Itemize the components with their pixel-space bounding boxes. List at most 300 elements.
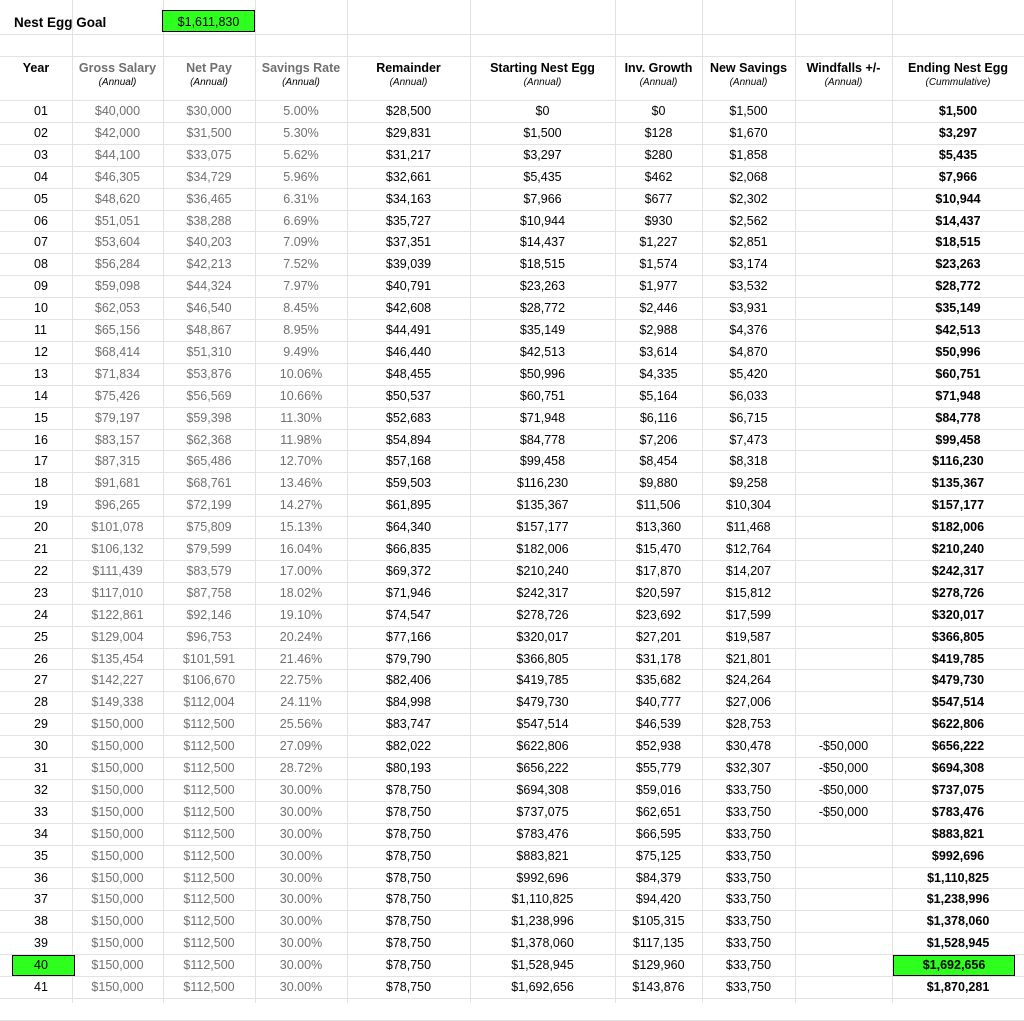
cell-remainder[interactable]: $84,998 [385,695,432,709]
cell-savings-rate[interactable]: 19.10% [279,608,323,622]
cell-inv-growth[interactable]: $2,988 [639,323,678,337]
cell-starting-nest-egg[interactable]: $28,772 [519,301,566,315]
cell-starting-nest-egg[interactable]: $1,238,996 [511,914,574,928]
cell-windfalls[interactable] [795,385,892,407]
header-savings-rate[interactable] [255,60,347,90]
cell-windfalls[interactable] [795,691,892,713]
cell-ending-nest-egg[interactable]: $210,240 [931,542,985,556]
cell-inv-growth[interactable]: $5,164 [639,389,678,403]
cell-windfalls[interactable] [795,823,892,845]
cell-new-savings[interactable]: $7,473 [729,433,768,447]
cell-gross-salary[interactable]: $150,000 [91,980,144,994]
cell-inv-growth[interactable]: $117,135 [632,936,685,950]
cell-inv-growth[interactable]: $128 [644,126,673,140]
cell-savings-rate[interactable]: 11.98% [280,433,322,447]
cell-starting-nest-egg[interactable]: $656,222 [516,761,569,775]
cell-new-savings[interactable]: $1,670 [729,126,768,140]
cell-remainder[interactable]: $32,661 [385,170,432,184]
cell-year[interactable]: 03 [34,148,48,162]
cell-gross-salary[interactable]: $150,000 [91,783,144,797]
cell-net-pay[interactable]: $112,500 [183,783,235,797]
cell-savings-rate[interactable]: 12.70% [279,454,323,468]
cell-ending-nest-egg[interactable]: $84,778 [935,411,981,425]
cell-inv-growth[interactable]: $23,692 [635,608,682,622]
cell-remainder[interactable]: $78,750 [385,936,432,950]
cell-net-pay[interactable]: $30,000 [186,104,232,118]
cell-windfalls[interactable] [795,954,892,976]
cell-net-pay[interactable]: $112,500 [183,761,235,775]
cell-gross-salary[interactable]: $149,338 [91,695,144,709]
cell-ending-nest-egg[interactable]: $182,006 [931,520,985,534]
cell-new-savings[interactable]: $32,307 [725,761,772,775]
cell-new-savings[interactable]: $10,304 [725,498,772,512]
cell-starting-nest-egg[interactable]: $1,378,060 [511,936,574,950]
cell-savings-rate[interactable]: 30.00% [279,958,323,972]
cell-windfalls[interactable] [795,604,892,626]
cell-remainder[interactable]: $78,750 [385,892,432,906]
cell-year[interactable]: 13 [34,367,48,381]
cell-savings-rate[interactable]: 30.00% [279,936,323,950]
cell-ending-nest-egg[interactable]: $242,317 [931,564,985,578]
cell-net-pay[interactable]: $53,876 [186,367,232,381]
cell-ending-nest-egg[interactable]: $1,238,996 [926,892,990,906]
cell-inv-growth[interactable]: $52,938 [635,739,682,753]
cell-windfalls[interactable] [795,297,892,319]
cell-gross-salary[interactable]: $96,265 [94,498,141,512]
cell-remainder[interactable]: $78,750 [385,805,432,819]
cell-windfalls[interactable] [795,888,892,910]
cell-savings-rate[interactable]: 5.62% [283,148,319,162]
cell-starting-nest-egg[interactable]: $1,500 [523,126,562,140]
cell-new-savings[interactable]: $3,174 [729,257,768,271]
cell-new-savings[interactable]: $1,500 [729,104,768,118]
cell-remainder[interactable]: $78,750 [385,914,432,928]
cell-gross-salary[interactable]: $106,132 [91,542,144,556]
cell-remainder[interactable]: $50,537 [385,389,432,403]
cell-starting-nest-egg[interactable]: $50,996 [519,367,566,381]
cell-gross-salary[interactable]: $135,454 [91,652,144,666]
cell-savings-rate[interactable]: 13.46% [279,476,323,490]
cell-inv-growth[interactable]: $6,116 [639,411,678,425]
cell-inv-growth[interactable]: $75,125 [635,849,682,863]
cell-year[interactable]: 08 [34,257,48,271]
cell-inv-growth[interactable]: $1,977 [639,279,678,293]
cell-year[interactable]: 15 [34,411,48,425]
cell-net-pay[interactable]: $106,670 [182,673,236,687]
cell-windfalls[interactable] [795,144,892,166]
cell-inv-growth[interactable]: $0 [651,104,666,118]
cell-remainder[interactable]: $80,193 [385,761,432,775]
cell-new-savings[interactable]: $17,599 [725,608,772,622]
cell-ending-nest-egg[interactable]: $656,222 [931,739,985,753]
cell-ending-nest-egg[interactable]: $3,297 [938,126,978,140]
cell-ending-nest-egg[interactable]: $992,696 [931,849,985,863]
cell-new-savings[interactable]: $33,750 [725,871,772,885]
cell-net-pay[interactable]: $62,368 [186,433,232,447]
cell-ending-nest-egg[interactable]: $71,948 [935,389,981,403]
cell-ending-nest-egg[interactable]: $622,806 [931,717,985,731]
cell-remainder[interactable]: $78,750 [385,827,432,841]
cell-gross-salary[interactable]: $101,078 [91,520,144,534]
cell-new-savings[interactable]: $2,851 [729,235,768,249]
cell-windfalls[interactable] [795,845,892,867]
cell-gross-salary[interactable]: $150,000 [91,871,144,885]
header-year[interactable] [0,60,72,76]
cell-gross-salary[interactable]: $56,284 [94,257,141,271]
cell-remainder[interactable]: $37,351 [385,235,432,249]
cell-starting-nest-egg[interactable]: $210,240 [516,564,569,578]
cell-gross-salary[interactable]: $44,100 [94,148,141,162]
cell-ending-nest-egg[interactable]: $60,751 [935,367,981,381]
cell-starting-nest-egg[interactable]: $42,513 [519,345,566,359]
cell-windfalls[interactable] [795,713,892,735]
cell-windfalls[interactable] [795,648,892,670]
cell-net-pay[interactable]: $101,591 [182,652,236,666]
cell-ending-nest-egg[interactable]: $42,513 [935,323,981,337]
cell-savings-rate[interactable]: 16.04% [279,542,323,556]
cell-starting-nest-egg[interactable]: $242,317 [516,586,569,600]
cell-windfalls[interactable] [795,932,892,954]
cell-remainder[interactable]: $79,790 [385,652,432,666]
cell-ending-nest-egg[interactable]: $1,378,060 [926,914,990,928]
cell-remainder[interactable]: $59,503 [385,476,432,490]
cell-gross-salary[interactable]: $59,098 [94,279,141,293]
cell-net-pay[interactable]: $46,540 [186,301,232,315]
cell-new-savings[interactable]: $33,750 [725,958,772,972]
cell-remainder[interactable]: $82,406 [385,673,432,687]
cell-inv-growth[interactable]: $62,651 [635,805,682,819]
cell-year[interactable]: 28 [34,695,48,709]
cell-gross-salary[interactable]: $150,000 [91,958,144,972]
cell-savings-rate[interactable]: 10.06% [279,367,323,381]
cell-new-savings[interactable]: $30,478 [725,739,772,753]
cell-windfalls[interactable] [795,100,892,122]
cell-year[interactable]: 31 [34,761,48,775]
cell-savings-rate[interactable]: 10.66% [279,389,323,403]
cell-net-pay[interactable]: $112,500 [183,717,235,731]
cell-gross-salary[interactable]: $150,000 [91,827,144,841]
cell-gross-salary[interactable]: $150,000 [91,914,144,928]
cell-year[interactable]: 37 [34,892,48,906]
cell-remainder[interactable]: $52,683 [385,411,432,425]
cell-gross-salary[interactable]: $150,000 [91,739,144,753]
cell-savings-rate[interactable]: 20.24% [279,630,323,644]
cell-starting-nest-egg[interactable]: $99,458 [519,454,566,468]
cell-inv-growth[interactable]: $40,777 [635,695,682,709]
cell-net-pay[interactable]: $72,199 [186,498,232,512]
cell-remainder[interactable]: $61,895 [385,498,432,512]
cell-year[interactable]: 02 [34,126,48,140]
cell-net-pay[interactable]: $112,004 [183,695,235,709]
cell-inv-growth[interactable]: $280 [644,148,673,162]
cell-year[interactable]: 21 [34,542,48,556]
cell-windfalls[interactable] [795,867,892,889]
cell-starting-nest-egg[interactable]: $278,726 [516,608,569,622]
cell-ending-nest-egg[interactable]: $737,075 [931,783,985,797]
cell-starting-nest-egg[interactable]: $737,075 [516,805,569,819]
cell-windfalls[interactable] [795,494,892,516]
cell-gross-salary[interactable]: $129,004 [91,630,144,644]
cell-ending-nest-egg[interactable]: $1,528,945 [926,936,990,950]
cell-inv-growth[interactable]: $35,682 [635,673,682,687]
cell-windfalls[interactable] [795,253,892,275]
cell-gross-salary[interactable]: $87,315 [94,454,141,468]
cell-windfalls[interactable]: -$50,000 [818,783,869,797]
cell-windfalls[interactable] [795,275,892,297]
cell-year[interactable]: 19 [34,498,48,512]
cell-new-savings[interactable]: $3,532 [729,279,768,293]
cell-savings-rate[interactable]: 7.52% [283,257,319,271]
cell-savings-rate[interactable]: 5.30% [283,126,319,140]
cell-year[interactable]: 01 [34,104,48,118]
cell-starting-nest-egg[interactable]: $547,514 [516,717,569,731]
header-gross-salary[interactable] [72,60,163,90]
cell-ending-nest-egg[interactable]: $99,458 [935,433,981,447]
cell-starting-nest-egg[interactable]: $5,435 [523,170,562,184]
cell-starting-nest-egg[interactable]: $992,696 [516,871,569,885]
cell-gross-salary[interactable]: $117,010 [91,586,144,600]
cell-gross-salary[interactable]: $42,000 [94,126,141,140]
cell-gross-salary[interactable]: $46,305 [94,170,141,184]
cell-starting-nest-egg[interactable]: $135,367 [516,498,569,512]
cell-starting-nest-egg[interactable]: $7,966 [523,192,562,206]
cell-inv-growth[interactable]: $4,335 [639,367,678,381]
cell-net-pay[interactable]: $83,579 [186,564,232,578]
cell-new-savings[interactable]: $33,750 [725,936,772,950]
cell-year[interactable]: 23 [34,586,48,600]
cell-ending-nest-egg[interactable]: $7,966 [938,170,978,184]
cell-new-savings[interactable]: $11,468 [726,520,771,534]
cell-savings-rate[interactable]: 30.00% [279,849,323,863]
cell-remainder[interactable]: $31,217 [385,148,432,162]
cell-new-savings[interactable]: $24,264 [725,673,772,687]
cell-ending-nest-egg[interactable]: $547,514 [931,695,985,709]
cell-ending-nest-egg[interactable]: $419,785 [931,652,985,666]
cell-net-pay[interactable]: $112,500 [183,980,235,994]
cell-inv-growth[interactable]: $677 [644,192,673,206]
cell-starting-nest-egg[interactable]: $366,805 [516,652,569,666]
cell-gross-salary[interactable]: $79,197 [94,411,141,425]
cell-net-pay[interactable]: $65,486 [186,454,232,468]
cell-remainder[interactable]: $54,894 [385,433,432,447]
cell-net-pay[interactable]: $42,213 [186,257,232,271]
cell-ending-nest-egg[interactable]: $320,017 [931,608,985,622]
cell-savings-rate[interactable]: 30.00% [279,892,323,906]
cell-remainder[interactable]: $78,750 [385,849,432,863]
cell-starting-nest-egg[interactable]: $694,308 [516,783,569,797]
cell-starting-nest-egg[interactable]: $1,110,825 [511,892,574,906]
cell-remainder[interactable]: $69,372 [385,564,432,578]
cell-gross-salary[interactable]: $150,000 [91,892,144,906]
cell-inv-growth[interactable]: $31,178 [635,652,682,666]
cell-starting-nest-egg[interactable]: $18,515 [519,257,566,271]
cell-gross-salary[interactable]: $75,426 [94,389,141,403]
cell-year[interactable]: 10 [34,301,48,315]
cell-net-pay[interactable]: $40,203 [186,235,232,249]
cell-new-savings[interactable]: $33,750 [725,914,772,928]
cell-new-savings[interactable]: $33,750 [725,849,772,863]
cell-net-pay[interactable]: $112,500 [183,958,235,972]
cell-windfalls[interactable] [795,166,892,188]
cell-savings-rate[interactable]: 8.95% [283,323,319,337]
cell-new-savings[interactable]: $1,858 [729,148,768,162]
cell-inv-growth[interactable]: $105,315 [632,914,685,928]
cell-remainder[interactable]: $82,022 [385,739,432,753]
cell-new-savings[interactable]: $4,376 [729,323,768,337]
cell-savings-rate[interactable]: 28.72% [279,761,323,775]
cell-windfalls[interactable] [795,669,892,691]
cell-remainder[interactable]: $39,039 [385,257,432,271]
cell-starting-nest-egg[interactable]: $883,821 [516,849,569,863]
cell-remainder[interactable]: $46,440 [385,345,432,359]
cell-ending-nest-egg[interactable]: $135,367 [931,476,985,490]
cell-inv-growth[interactable]: $66,595 [635,827,682,841]
cell-inv-growth[interactable]: $9,880 [639,476,678,490]
cell-new-savings[interactable]: $3,931 [729,301,768,315]
cell-gross-salary[interactable]: $65,156 [94,323,141,337]
cell-ending-nest-egg[interactable]: $116,230 [932,454,984,468]
cell-remainder[interactable]: $71,946 [385,586,432,600]
cell-windfalls[interactable] [795,626,892,648]
cell-remainder[interactable]: $28,500 [385,104,432,118]
cell-gross-salary[interactable]: $40,000 [94,104,141,118]
cell-windfalls[interactable] [795,560,892,582]
cell-remainder[interactable]: $78,750 [385,871,432,885]
cell-remainder[interactable]: $35,727 [385,214,432,228]
cell-gross-salary[interactable]: $91,681 [94,476,141,490]
cell-ending-nest-egg[interactable]: $366,805 [931,630,985,644]
cell-inv-growth[interactable]: $11,506 [636,498,681,512]
cell-windfalls[interactable] [795,188,892,210]
cell-ending-nest-egg[interactable]: $278,726 [931,586,985,600]
cell-year[interactable]: 24 [34,608,48,622]
header-ending-nest-egg[interactable] [892,60,1024,90]
cell-ending-nest-egg[interactable]: $157,177 [931,498,985,512]
cell-year[interactable]: 26 [34,652,48,666]
cell-new-savings[interactable]: $12,764 [725,542,772,556]
cell-savings-rate[interactable]: 25.56% [279,717,323,731]
cell-ending-nest-egg[interactable]: $1,870,281 [926,980,990,994]
cell-windfalls[interactable] [795,910,892,932]
cell-net-pay[interactable]: $44,324 [186,279,232,293]
cell-starting-nest-egg[interactable]: $71,948 [519,411,566,425]
cell-savings-rate[interactable]: 30.00% [279,827,323,841]
cell-year[interactable]: 38 [34,914,48,928]
cell-year[interactable]: 30 [34,739,48,753]
cell-inv-growth[interactable]: $143,876 [632,980,685,994]
cell-net-pay[interactable]: $112,500 [183,805,235,819]
cell-ending-nest-egg[interactable]: $10,944 [935,192,981,206]
cell-windfalls[interactable] [795,407,892,429]
cell-windfalls[interactable] [795,210,892,232]
cell-starting-nest-egg[interactable]: $14,437 [519,235,566,249]
cell-starting-nest-egg[interactable]: $1,692,656 [511,980,574,994]
nest-egg-goal-value[interactable]: $1,611,830 [162,10,255,32]
cell-year[interactable]: 09 [34,279,48,293]
cell-remainder[interactable]: $83,747 [385,717,432,731]
cell-starting-nest-egg[interactable]: $419,785 [516,673,569,687]
cell-savings-rate[interactable]: 24.11% [280,695,322,709]
cell-inv-growth[interactable]: $8,454 [639,454,678,468]
cell-gross-salary[interactable]: $150,000 [91,936,144,950]
cell-savings-rate[interactable]: 14.27% [279,498,323,512]
cell-year[interactable]: 06 [34,214,48,228]
cell-gross-salary[interactable]: $150,000 [91,805,144,819]
cell-year[interactable]: 36 [34,871,48,885]
cell-inv-growth[interactable]: $930 [644,214,673,228]
cell-remainder[interactable]: $44,491 [385,323,432,337]
cell-remainder[interactable]: $78,750 [385,958,432,972]
cell-savings-rate[interactable]: 7.09% [283,235,319,249]
cell-year[interactable]: 41 [34,980,48,994]
cell-windfalls[interactable]: -$50,000 [818,739,869,753]
cell-starting-nest-egg[interactable]: $479,730 [516,695,569,709]
cell-savings-rate[interactable]: 30.00% [279,914,323,928]
cell-starting-nest-egg[interactable]: $116,230 [516,476,569,490]
cell-inv-growth[interactable]: $7,206 [639,433,678,447]
cell-remainder[interactable]: $42,608 [385,301,432,315]
cell-year[interactable]: 20 [34,520,48,534]
cell-net-pay[interactable]: $87,758 [186,586,232,600]
cell-ending-nest-egg[interactable]: $1,110,825 [927,871,989,885]
cell-new-savings[interactable]: $28,753 [725,717,772,731]
cell-savings-rate[interactable]: 30.00% [279,805,323,819]
cell-windfalls[interactable]: -$50,000 [818,761,869,775]
cell-net-pay[interactable]: $112,500 [183,892,235,906]
cell-inv-growth[interactable]: $84,379 [635,871,682,885]
cell-year[interactable]: 40 [12,955,75,976]
cell-ending-nest-egg[interactable]: $18,515 [935,235,981,249]
cell-remainder[interactable]: $29,831 [385,126,432,140]
cell-gross-salary[interactable]: $150,000 [91,849,144,863]
cell-ending-nest-egg[interactable]: $883,821 [931,827,985,841]
cell-net-pay[interactable]: $59,398 [186,411,232,425]
cell-year[interactable]: 27 [34,673,48,687]
cell-gross-salary[interactable]: $150,000 [91,761,144,775]
cell-starting-nest-egg[interactable]: $35,149 [519,323,566,337]
header-net-pay[interactable] [163,60,255,90]
cell-windfalls[interactable] [795,319,892,341]
cell-new-savings[interactable]: $21,801 [725,652,772,666]
cell-net-pay[interactable]: $48,867 [186,323,232,337]
cell-inv-growth[interactable]: $129,960 [632,958,685,972]
cell-new-savings[interactable]: $33,750 [725,805,772,819]
cell-net-pay[interactable]: $51,310 [186,345,232,359]
cell-windfalls[interactable] [795,429,892,451]
cell-new-savings[interactable]: $6,715 [729,411,768,425]
cell-savings-rate[interactable]: 7.97% [283,279,319,293]
cell-net-pay[interactable]: $33,075 [186,148,232,162]
cell-gross-salary[interactable]: $62,053 [94,301,141,315]
cell-new-savings[interactable]: $5,420 [729,367,768,381]
cell-windfalls[interactable] [795,363,892,385]
cell-new-savings[interactable]: $4,870 [729,345,768,359]
cell-new-savings[interactable]: $33,750 [725,892,772,906]
header-inv-growth[interactable] [615,60,702,90]
cell-gross-salary[interactable]: $53,604 [94,235,141,249]
cell-year[interactable]: 16 [34,433,48,447]
cell-starting-nest-egg[interactable]: $10,944 [519,214,566,228]
cell-ending-nest-egg[interactable]: $50,996 [935,345,981,359]
cell-inv-growth[interactable]: $17,870 [635,564,682,578]
cell-ending-nest-egg[interactable]: $23,263 [935,257,981,271]
cell-new-savings[interactable]: $9,258 [729,476,768,490]
cell-starting-nest-egg[interactable]: $320,017 [516,630,569,644]
cell-inv-growth[interactable]: $55,779 [635,761,682,775]
cell-new-savings[interactable]: $2,068 [729,170,768,184]
cell-starting-nest-egg[interactable]: $23,263 [519,279,566,293]
cell-remainder[interactable]: $78,750 [385,783,432,797]
